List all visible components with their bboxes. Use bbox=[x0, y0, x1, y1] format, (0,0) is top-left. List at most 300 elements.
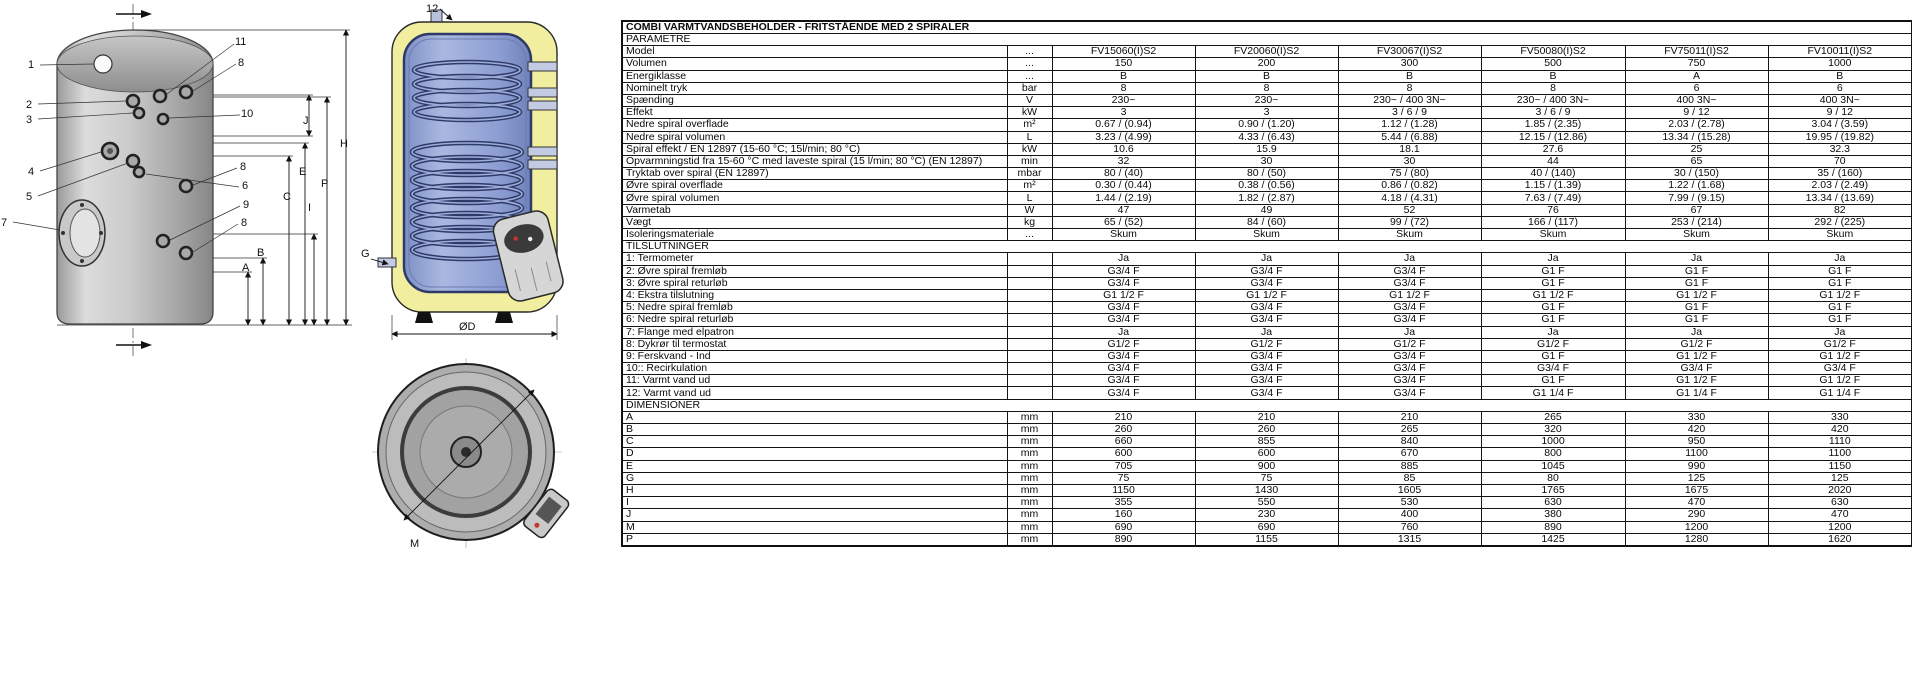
row-value: 530 bbox=[1338, 497, 1481, 509]
row-value: B bbox=[1338, 70, 1481, 82]
row-value: 1.44 / (2.19) bbox=[1052, 192, 1195, 204]
row-label: 6: Nedre spiral returløb bbox=[622, 314, 1007, 326]
table-row bbox=[622, 533, 1912, 546]
row-value: G3/4 F bbox=[1625, 363, 1768, 375]
row-value: G3/4 F bbox=[1338, 265, 1481, 277]
dim-label-H: H bbox=[340, 138, 348, 150]
row-value: 3 bbox=[1052, 107, 1195, 119]
table-row bbox=[622, 424, 1912, 436]
row-value: 260 bbox=[1195, 424, 1338, 436]
row-value: G3/4 F bbox=[1052, 375, 1195, 387]
row-unit: ... bbox=[1007, 58, 1052, 70]
row-value: FV30067(I)S2 bbox=[1338, 46, 1481, 58]
row-value: 1000 bbox=[1481, 436, 1625, 448]
row-value: B bbox=[1481, 70, 1625, 82]
row-value: Ja bbox=[1338, 326, 1481, 338]
callout-6: 6 bbox=[242, 180, 249, 192]
section-header-row bbox=[622, 399, 1912, 411]
row-value: 600 bbox=[1052, 448, 1195, 460]
table-row bbox=[622, 265, 1912, 277]
row-value: 230~ bbox=[1052, 94, 1195, 106]
row-value: G1 F bbox=[1768, 302, 1912, 314]
technical-drawings bbox=[0, 0, 620, 683]
row-value: G1 F bbox=[1481, 375, 1625, 387]
callout-1: 1 bbox=[28, 59, 35, 71]
row-value: G1/2 F bbox=[1481, 338, 1625, 350]
row-value: 330 bbox=[1768, 411, 1912, 423]
row-unit bbox=[1007, 302, 1052, 314]
row-value: 8 bbox=[1052, 82, 1195, 94]
row-label: 3: Øvre spiral returløb bbox=[622, 277, 1007, 289]
row-value: 1.15 / (1.39) bbox=[1481, 180, 1625, 192]
row-label: Nominelt tryk bbox=[622, 82, 1007, 94]
row-value: G3/4 F bbox=[1052, 302, 1195, 314]
row-value: 600 bbox=[1195, 448, 1338, 460]
section-header: DIMENSIONER bbox=[622, 399, 1912, 411]
row-value: 25 bbox=[1625, 143, 1768, 155]
dim-label-P: P bbox=[321, 178, 329, 190]
row-value: G1 1/2 F bbox=[1768, 350, 1912, 362]
row-value: 230~ bbox=[1195, 94, 1338, 106]
row-value: 3 / 6 / 9 bbox=[1338, 107, 1481, 119]
front-view bbox=[1, 4, 352, 358]
row-label: 12: Varmt vand ud bbox=[622, 387, 1007, 399]
spec-table bbox=[621, 20, 1912, 547]
table-row bbox=[622, 521, 1912, 533]
callout-12: 12 bbox=[426, 3, 439, 15]
row-value: 125 bbox=[1625, 472, 1768, 484]
table-row bbox=[622, 94, 1912, 106]
title-row bbox=[622, 21, 1912, 34]
row-value: 2.03 / (2.78) bbox=[1625, 119, 1768, 131]
row-value: 3.04 / (3.59) bbox=[1768, 119, 1912, 131]
row-value: 30 / (150) bbox=[1625, 168, 1768, 180]
row-value: 32.3 bbox=[1768, 143, 1912, 155]
row-value: G3/4 F bbox=[1338, 387, 1481, 399]
row-value: 47 bbox=[1052, 204, 1195, 216]
row-value: 690 bbox=[1195, 521, 1338, 533]
row-value: FV50080(I)S2 bbox=[1481, 46, 1625, 58]
row-value: G1/2 F bbox=[1195, 338, 1338, 350]
row-value: FV15060(I)S2 bbox=[1052, 46, 1195, 58]
row-value: 210 bbox=[1195, 411, 1338, 423]
row-unit: mm bbox=[1007, 472, 1052, 484]
table-row bbox=[622, 314, 1912, 326]
row-label: Nedre spiral overflade bbox=[622, 119, 1007, 131]
row-unit bbox=[1007, 289, 1052, 301]
row-value: 150 bbox=[1052, 58, 1195, 70]
row-value: 2.03 / (2.49) bbox=[1768, 180, 1912, 192]
section-header-row bbox=[622, 34, 1912, 46]
row-unit: L bbox=[1007, 192, 1052, 204]
row-value: 1155 bbox=[1195, 533, 1338, 546]
row-value: 10.6 bbox=[1052, 143, 1195, 155]
row-value: 760 bbox=[1338, 521, 1481, 533]
row-value: 705 bbox=[1052, 460, 1195, 472]
row-value: 890 bbox=[1052, 533, 1195, 546]
row-value: 1280 bbox=[1625, 533, 1768, 546]
row-label: C bbox=[622, 436, 1007, 448]
row-value: 1100 bbox=[1768, 448, 1912, 460]
row-unit: mm bbox=[1007, 424, 1052, 436]
row-value: FV20060(I)S2 bbox=[1195, 46, 1338, 58]
row-value: 67 bbox=[1625, 204, 1768, 216]
table-title: COMBI VARMTVANDSBEHOLDER - FRITSTÅENDE MED 2 SPIRALER bbox=[622, 21, 1912, 34]
row-value: 1430 bbox=[1195, 484, 1338, 496]
row-label: 11: Varmt vand ud bbox=[622, 375, 1007, 387]
row-unit bbox=[1007, 314, 1052, 326]
row-unit: mm bbox=[1007, 484, 1052, 496]
spec-table-body bbox=[622, 21, 1912, 546]
row-label: 10:: Recirkulation bbox=[622, 363, 1007, 375]
spec-table-container bbox=[621, 20, 1911, 547]
row-value: Ja bbox=[1481, 326, 1625, 338]
row-value: G1 F bbox=[1481, 265, 1625, 277]
row-value: 470 bbox=[1625, 497, 1768, 509]
row-value: G3/4 F bbox=[1052, 350, 1195, 362]
table-row bbox=[622, 131, 1912, 143]
table-row bbox=[622, 363, 1912, 375]
row-unit: mbar bbox=[1007, 168, 1052, 180]
row-label: P bbox=[622, 533, 1007, 546]
row-value: 80 / (40) bbox=[1052, 168, 1195, 180]
row-label: D bbox=[622, 448, 1007, 460]
row-value: G3/4 F bbox=[1338, 314, 1481, 326]
callout-11: 11 bbox=[235, 36, 247, 48]
table-row bbox=[622, 119, 1912, 131]
dim-label-B: B bbox=[257, 247, 265, 259]
row-unit: kW bbox=[1007, 143, 1052, 155]
row-value: 27.6 bbox=[1481, 143, 1625, 155]
dim-label-A: A bbox=[242, 262, 250, 274]
row-value: 2020 bbox=[1768, 484, 1912, 496]
row-value: G1 F bbox=[1481, 302, 1625, 314]
row-value: 1000 bbox=[1768, 58, 1912, 70]
row-value: G1 1/2 F bbox=[1625, 375, 1768, 387]
row-unit: mm bbox=[1007, 448, 1052, 460]
row-unit: mm bbox=[1007, 521, 1052, 533]
callout-8c: 8 bbox=[241, 217, 248, 229]
row-value: 9 / 12 bbox=[1768, 107, 1912, 119]
row-label: 4: Ekstra tilslutning bbox=[622, 289, 1007, 301]
dim-label-M: M bbox=[410, 538, 420, 550]
row-value: 1150 bbox=[1052, 484, 1195, 496]
dim-label-G: G bbox=[361, 248, 370, 260]
table-row bbox=[622, 216, 1912, 228]
row-value: G1 F bbox=[1481, 314, 1625, 326]
row-label: Energiklasse bbox=[622, 70, 1007, 82]
row-value: G3/4 F bbox=[1052, 363, 1195, 375]
row-value: Ja bbox=[1195, 253, 1338, 265]
table-row bbox=[622, 253, 1912, 265]
row-value: Ja bbox=[1625, 253, 1768, 265]
table-row bbox=[622, 180, 1912, 192]
row-unit: mm bbox=[1007, 436, 1052, 448]
row-value: 470 bbox=[1768, 509, 1912, 521]
table-row bbox=[622, 204, 1912, 216]
table-row bbox=[622, 484, 1912, 496]
row-value: 0.86 / (0.82) bbox=[1338, 180, 1481, 192]
row-value: G3/4 F bbox=[1195, 302, 1338, 314]
row-value: Skum bbox=[1195, 229, 1338, 241]
row-value: 400 3N~ bbox=[1625, 94, 1768, 106]
row-label: B bbox=[622, 424, 1007, 436]
callout-5: 5 bbox=[26, 191, 33, 203]
table-row bbox=[622, 448, 1912, 460]
table-row bbox=[622, 82, 1912, 94]
row-value: Skum bbox=[1625, 229, 1768, 241]
row-value: 885 bbox=[1338, 460, 1481, 472]
row-value: 265 bbox=[1338, 424, 1481, 436]
row-value: G1/2 F bbox=[1338, 338, 1481, 350]
table-row bbox=[622, 192, 1912, 204]
row-unit: W bbox=[1007, 204, 1052, 216]
callout-4: 4 bbox=[28, 166, 35, 178]
row-value: 200 bbox=[1195, 58, 1338, 70]
row-value: 7.99 / (9.15) bbox=[1625, 192, 1768, 204]
row-value: 230~ / 400 3N~ bbox=[1481, 94, 1625, 106]
row-unit: mm bbox=[1007, 509, 1052, 521]
row-value: 1200 bbox=[1768, 521, 1912, 533]
row-label: 5: Nedre spiral fremløb bbox=[622, 302, 1007, 314]
row-value: 1605 bbox=[1338, 484, 1481, 496]
row-value: 855 bbox=[1195, 436, 1338, 448]
section-cut-arrow-top bbox=[141, 10, 152, 18]
row-value: G1 1/2 F bbox=[1625, 289, 1768, 301]
row-value: 1425 bbox=[1481, 533, 1625, 546]
row-value: 7.63 / (7.49) bbox=[1481, 192, 1625, 204]
row-value: 890 bbox=[1481, 521, 1625, 533]
row-label: 9: Ferskvand - Ind bbox=[622, 350, 1007, 362]
top-view bbox=[372, 358, 571, 550]
row-label: A bbox=[622, 411, 1007, 423]
row-label: Nedre spiral volumen bbox=[622, 131, 1007, 143]
row-value: G1 1/4 F bbox=[1768, 387, 1912, 399]
row-label: M bbox=[622, 521, 1007, 533]
row-unit bbox=[1007, 338, 1052, 350]
row-label: Tryktab over spiral (EN 12897) bbox=[622, 168, 1007, 180]
row-value: G1 F bbox=[1768, 265, 1912, 277]
row-value: 660 bbox=[1052, 436, 1195, 448]
row-label: 1: Termometer bbox=[622, 253, 1007, 265]
row-value: 12.15 / (12.86) bbox=[1481, 131, 1625, 143]
table-row bbox=[622, 411, 1912, 423]
row-value: 65 bbox=[1625, 155, 1768, 167]
row-value: 13.34 / (13.69) bbox=[1768, 192, 1912, 204]
row-value: 230~ / 400 3N~ bbox=[1338, 94, 1481, 106]
row-label: Volumen bbox=[622, 58, 1007, 70]
row-value: 3 bbox=[1195, 107, 1338, 119]
row-value: G3/4 F bbox=[1052, 314, 1195, 326]
row-value: G3/4 F bbox=[1195, 350, 1338, 362]
dim-label-E: E bbox=[299, 166, 307, 178]
row-value: 300 bbox=[1338, 58, 1481, 70]
row-value: 40 / (140) bbox=[1481, 168, 1625, 180]
row-value: 950 bbox=[1625, 436, 1768, 448]
row-unit: m² bbox=[1007, 119, 1052, 131]
row-value: 1045 bbox=[1481, 460, 1625, 472]
row-value: Skum bbox=[1481, 229, 1625, 241]
row-label: Varmetab bbox=[622, 204, 1007, 216]
row-value: 80 / (50) bbox=[1195, 168, 1338, 180]
row-value: 82 bbox=[1768, 204, 1912, 216]
row-value: G1 1/2 F bbox=[1768, 289, 1912, 301]
row-value: G3/4 F bbox=[1052, 387, 1195, 399]
row-value: G3/4 F bbox=[1052, 277, 1195, 289]
row-label: 8: Dykrør til termostat bbox=[622, 338, 1007, 350]
row-value: FV75011(I)S2 bbox=[1625, 46, 1768, 58]
row-label: Isoleringsmateriale bbox=[622, 229, 1007, 241]
row-value: 125 bbox=[1768, 472, 1912, 484]
row-value: 4.18 / (4.31) bbox=[1338, 192, 1481, 204]
table-row bbox=[622, 155, 1912, 167]
row-value: 8 bbox=[1195, 82, 1338, 94]
row-unit: bar bbox=[1007, 82, 1052, 94]
row-label: Effekt bbox=[622, 107, 1007, 119]
table-row bbox=[622, 46, 1912, 58]
row-value: Ja bbox=[1338, 253, 1481, 265]
row-unit bbox=[1007, 387, 1052, 399]
row-value: 15.9 bbox=[1195, 143, 1338, 155]
table-row bbox=[622, 58, 1912, 70]
row-unit bbox=[1007, 265, 1052, 277]
row-value: G1 1/4 F bbox=[1625, 387, 1768, 399]
row-value: G3/4 F bbox=[1338, 302, 1481, 314]
row-value: 166 / (117) bbox=[1481, 216, 1625, 228]
row-value: Ja bbox=[1768, 253, 1912, 265]
row-label: 7: Flange med elpatron bbox=[622, 326, 1007, 338]
row-value: 290 bbox=[1625, 509, 1768, 521]
row-value: 355 bbox=[1052, 497, 1195, 509]
row-value: 630 bbox=[1768, 497, 1912, 509]
row-value: 9 / 12 bbox=[1625, 107, 1768, 119]
row-value: 3 / 6 / 9 bbox=[1481, 107, 1625, 119]
row-value: 75 bbox=[1052, 472, 1195, 484]
row-value: 0.38 / (0.56) bbox=[1195, 180, 1338, 192]
foot-left bbox=[415, 312, 433, 323]
row-unit: mm bbox=[1007, 533, 1052, 546]
row-value: Skum bbox=[1052, 229, 1195, 241]
row-value: G1/2 F bbox=[1625, 338, 1768, 350]
row-value: Ja bbox=[1481, 253, 1625, 265]
row-unit: V bbox=[1007, 94, 1052, 106]
row-value: G3/4 F bbox=[1195, 363, 1338, 375]
row-label: Model bbox=[622, 46, 1007, 58]
row-label: E bbox=[622, 460, 1007, 472]
row-value: 13.34 / (15.28) bbox=[1625, 131, 1768, 143]
row-value: 630 bbox=[1481, 497, 1625, 509]
row-value: 3.23 / (4.99) bbox=[1052, 131, 1195, 143]
row-value: 30 bbox=[1195, 155, 1338, 167]
row-value: FV10011(I)S2 bbox=[1768, 46, 1912, 58]
callout-2: 2 bbox=[26, 99, 33, 111]
row-value: 292 / (225) bbox=[1768, 216, 1912, 228]
row-value: G1 F bbox=[1625, 277, 1768, 289]
callout-9: 9 bbox=[243, 199, 250, 211]
row-value: G3/4 F bbox=[1481, 363, 1625, 375]
row-value: Ja bbox=[1052, 326, 1195, 338]
row-value: 19.95 / (19.82) bbox=[1768, 131, 1912, 143]
row-label: Øvre spiral volumen bbox=[622, 192, 1007, 204]
row-value: 990 bbox=[1625, 460, 1768, 472]
table-row bbox=[622, 302, 1912, 314]
row-value: G3/4 F bbox=[1768, 363, 1912, 375]
row-label: H bbox=[622, 484, 1007, 496]
row-unit: L bbox=[1007, 131, 1052, 143]
section-cut-arrow-bottom bbox=[141, 341, 152, 349]
flange-inner bbox=[70, 209, 100, 257]
row-label: Opvarmningstid fra 15-60 °C med laveste spiral (15 l/min; 80 °C) (EN 12897) bbox=[622, 155, 1007, 167]
row-unit: ... bbox=[1007, 46, 1052, 58]
row-value: B bbox=[1768, 70, 1912, 82]
row-value: 8 bbox=[1481, 82, 1625, 94]
row-value: 750 bbox=[1625, 58, 1768, 70]
row-value: 210 bbox=[1338, 411, 1481, 423]
row-value: 1100 bbox=[1625, 448, 1768, 460]
row-value: A bbox=[1625, 70, 1768, 82]
table-row bbox=[622, 277, 1912, 289]
row-value: 8 bbox=[1338, 82, 1481, 94]
row-unit: mm bbox=[1007, 460, 1052, 472]
row-value: 550 bbox=[1195, 497, 1338, 509]
row-value: 65 / (52) bbox=[1052, 216, 1195, 228]
row-value: 18.1 bbox=[1338, 143, 1481, 155]
table-row bbox=[622, 289, 1912, 301]
row-value: 1765 bbox=[1481, 484, 1625, 496]
row-value: G1 1/2 F bbox=[1052, 289, 1195, 301]
row-value: 1.22 / (1.68) bbox=[1625, 180, 1768, 192]
row-value: 1.12 / (1.28) bbox=[1338, 119, 1481, 131]
row-unit: mm bbox=[1007, 411, 1052, 423]
row-label: Spiral effekt / EN 12897 (15-60 °C; 15l/min; 80 °C) bbox=[622, 143, 1007, 155]
row-value: 690 bbox=[1052, 521, 1195, 533]
section-header-row bbox=[622, 241, 1912, 253]
row-value: 35 / (160) bbox=[1768, 168, 1912, 180]
table-row bbox=[622, 472, 1912, 484]
row-unit bbox=[1007, 253, 1052, 265]
section-view bbox=[361, 3, 566, 340]
row-value: 670 bbox=[1338, 448, 1481, 460]
row-value: 0.30 / (0.44) bbox=[1052, 180, 1195, 192]
row-unit: mm bbox=[1007, 497, 1052, 509]
row-value: 6 bbox=[1768, 82, 1912, 94]
table-row bbox=[622, 436, 1912, 448]
row-value: 49 bbox=[1195, 204, 1338, 216]
row-value: G3/4 F bbox=[1338, 375, 1481, 387]
row-label: 2: Øvre spiral fremløb bbox=[622, 265, 1007, 277]
table-row bbox=[622, 497, 1912, 509]
row-value: Skum bbox=[1338, 229, 1481, 241]
callout-10: 10 bbox=[241, 108, 254, 120]
row-value: G3/4 F bbox=[1338, 277, 1481, 289]
row-value: 4.33 / (6.43) bbox=[1195, 131, 1338, 143]
table-row bbox=[622, 143, 1912, 155]
row-value: 1200 bbox=[1625, 521, 1768, 533]
section-header: TILSLUTNINGER bbox=[622, 241, 1912, 253]
row-value: Ja bbox=[1195, 326, 1338, 338]
row-value: G1/2 F bbox=[1768, 338, 1912, 350]
row-value: G1 1/2 F bbox=[1768, 375, 1912, 387]
row-value: G3/4 F bbox=[1338, 363, 1481, 375]
dim-label-J: J bbox=[303, 115, 309, 127]
row-value: 500 bbox=[1481, 58, 1625, 70]
row-value: 1110 bbox=[1768, 436, 1912, 448]
row-value: B bbox=[1195, 70, 1338, 82]
row-value: 253 / (214) bbox=[1625, 216, 1768, 228]
foot-right bbox=[495, 312, 513, 323]
row-unit bbox=[1007, 363, 1052, 375]
row-value: 800 bbox=[1481, 448, 1625, 460]
